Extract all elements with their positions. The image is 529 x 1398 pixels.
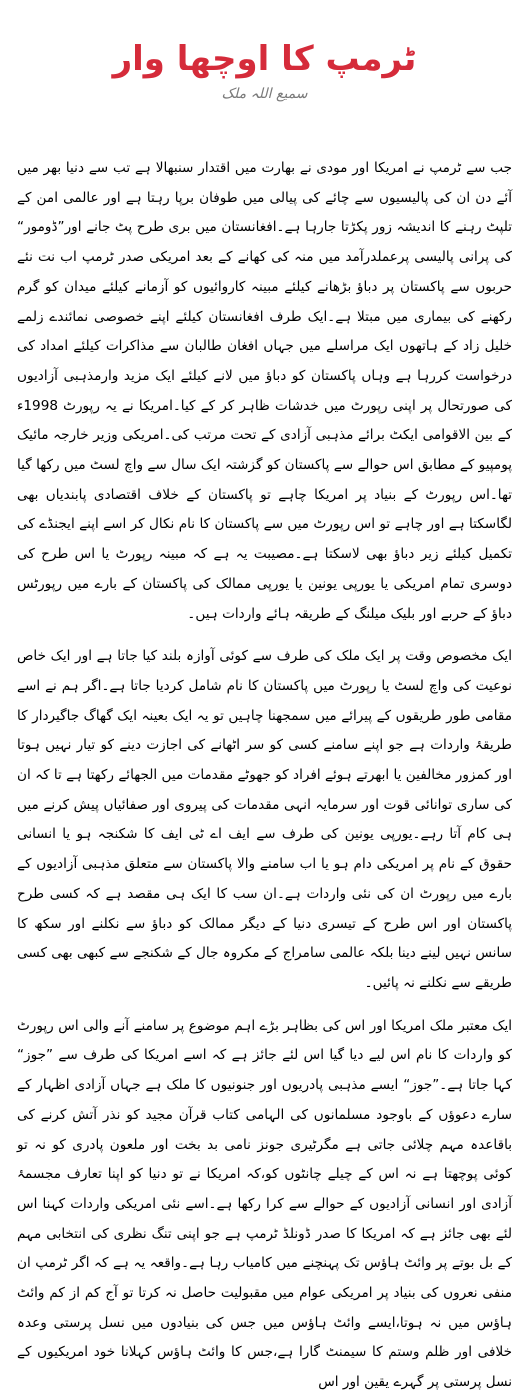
article-title: ٹرمپ کا اوچھا وار [112, 39, 417, 79]
paragraph: ایک معتبر ملک امریکا اور اس کی بظاہر بڑے اہم موضوع پر سامنے آنے والی اس رپورٹ کو واردات کا نام اس لیے دیا گیا اس لئے جائز ہے کہ اسے امریکا کی طرف سے ”جوز“ کہا جاتا ہے۔”جوز“ ایسے مذہبی پادریوں اور جنونیوں کا ملک ہے جہاں آزادی اظہار کے سارے دعوؤں کے باوجود مسلمانوں کی الہامی کتاب قرآن مجید کو نذر آتش کرنے کی باقاعدہ مہم چلائی جاتی ہے مگرٹیری جونز نامی بد بخت اور ملعون پادری کو نہ تو کوئی پوچھتا ہے نہ اس کے چیلے چانٹوں کو،کہ امریکا نے تو دنیا کو اپنا تعارف مجسمۂ آزادی اور انسانی آزادیوں کے حوالے سے کرا رکھا ہے۔اسے نئی امریکی واردات کہنا اس لئے بھی جائز ہے کہ امریکا کا صدر ڈونلڈ ٹرمپ ہے جو اپنی تنگ نظری کی انتخابی مہم کے بل بوتے پر وائٹ ہاؤس تک پہنچنے میں کامیاب رہا ہے۔واقعہ یہ ہے کہ اگر ٹرمپ ان منفی نعروں کی بنیاد پر امریکی عوام میں مقبولیت حاصل نہ کرتا تو آج کم از کم وائٹ ہاؤس میں نہ ہوتا،ایسے وائٹ ہاؤس میں جس کی بنیادوں میں نسل پرستی وعدہ خلافی اور ظلم وستم کا سیمنٹ گارا ہے،جس کا وائٹ ہاؤس کہلانا خود امریکیوں کے نسل پرستی پر گہرے یقین اور اس [17, 1017, 512, 1391]
paragraph: ایک مخصوص وقت پر ایک ملک کی طرف سے کوئی آوازہ بلند کیا جاتا ہے اور ایک خاص نوعیت کی واچ لسٹ یا رپورٹ میں پاکستان کا نام شامل کردیا جاتا ہے۔اگر ہم نے اسے مقامی طور طریقوں کے پیرائے میں سمجھنا چاہیں تو یہ ایک بعینہ ایک گھاگ جاگیردار کا طریقۂ واردات ہے جو اپنے سامنے کسی کو سر اٹھانے کی اجازت دینے کو تیار نہیں ہوتا اور کمزور مخالفین یا ابھرتے ہوئے افراد کو جھوٹے مقدمات میں الجھائے رکھتا ہے تا کہ ان کی ساری توانائی قوت اور سرمایہ انہی مقدمات کی پیروی اور صفائیاں پیش کرنے میں ہی کام آتا رہے۔یورپی یونین کی طرف سے ایف اے ٹی ایف کا شکنجہ ہو یا انسانی حقوق کے نام پر امریکی دام ہو یا اب سامنے والا پاکستان سے متعلق مذہبی آزادیوں کے بارے میں رپورٹ ان کی نئی واردات ہے۔ان سب کا ایک ہی مقصد ہے کہ کسی طرح پاکستان اور اس طرح کے تیسری دنیا کے دیگر ممالک کو دباؤ سے نکلنے اور سکھ کا سانس نہیں لینے دینا بلکہ عالمی سامراج کے مکروہ جال کے شکنجے سے کبھی بھی کسی طریقے سے نکلنے نہ پائیں۔ [17, 648, 512, 991]
article-body [17, 154, 512, 1398]
author-name: سمیع اللہ ملک [221, 86, 308, 102]
paragraph: جب سے ٹرمپ نے امریکا اور مودی نے بھارت میں اقتدار سنبھالا ہے تب سے دنیا بھر میں آئے دن ان کی پالیسیوں سے چائے کی پیالی میں طوفان برپا رہتا ہے اور عالمی امن کے تلپٹ رہنے کا اندیشہ زور پکڑتا جارہا ہے۔افغانستان میں بری طرح پٹ جانے اور”ڈومور“ کی پرانی پالیسی پرعملدرآمد میں منہ کی کھانے کے بعد امریکی صدر ٹرمپ اب نت نئے حربوں سے پاکستان پر دباؤ بڑھانے کیلئے مبینہ کاروائیوں کو آزمانے کیلئے میدان کو گرم رکھنے کی بیماری میں مبتلا ہے۔ایک طرف افغانستان کیلئے اپنے خصوصی نمائندے زلمے خلیل زاد کے ہاتھوں ایک مراسلے میں جہاں افغان طالبان سے مذاکرات کیلئے امداد کی درخواست کررہا ہے وہاں پاکستان کو دباؤ میں لانے کیلئے ایک مزید وارمذہبی آزادیوں کی صورتحال پر اپنی رپورٹ میں خدشات ظاہر کر کے کیا۔امریکا نے یہ رپورٹ 1998ء کے بین الاقوامی ایکٹ برائے مذہبی آزادی کے تحت مرتب کی۔امریکی وزیر خارجہ مائیک پومپیو کے مطابق اس حوالے سے پاکستان کو گزشتہ ایک سال سے واچ لسٹ میں رکھا گیا تھا۔اس رپورٹ کے بنیاد پر امریکا چاہے تو پاکستان کے خلاف اقتصادی پابندیاں بھی لگاسکتا ہے اور چاہے تو اس رپورٹ میں سے پاکستان کا نام نکال کر اسے اپنے ایجنڈے کی تکمیل کیلئے زیر دباؤ بھی لاسکتا ہے۔مصیبت یہ ہے کہ مبینہ رپورٹ یا اس طرح کی دوسری تمام امریکی یا یورپی یونین یا یورپی ممالک کی پاکستان کے بارے میں رپورٹس دباؤ کے حربے اور بلیک میلنگ کے طریقہ ہائے واردات ہیں۔ [17, 160, 512, 622]
